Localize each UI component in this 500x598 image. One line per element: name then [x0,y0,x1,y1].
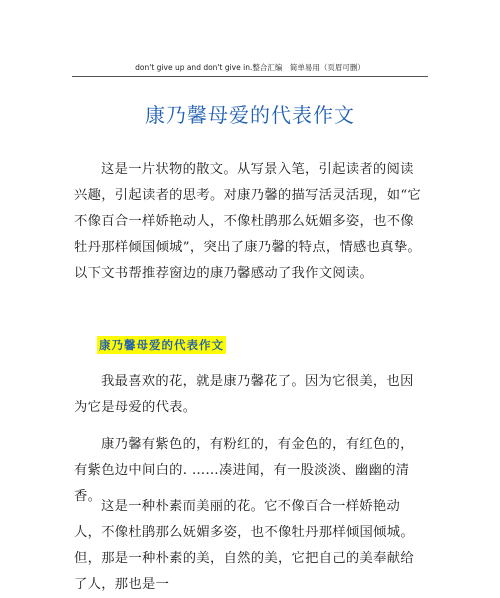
body-paragraph-1: 我最喜欢的花，就是康乃馨花了。因为它很美，也因为它是母爱的代表。 [74,374,414,415]
body-paragraph-2: 康乃馨有紫色的，有粉红的，有金色的，有红色的，有紫色边中间白的. ……凑进闻，有一股淡淡、幽幽的清香。 [74,437,414,504]
document-title: 康乃馨母爱的代表作文 [145,103,355,127]
header-divider [72,76,428,77]
body-paragraph-3: 这是一种朴素而美丽的花。它不像百合一样娇艳动人，不像杜鹃那么妩媚多姿，也不像牡丹那样倾国倾城。但，那是一种朴素的美，自然的美，它把自己的美奉献给了人，那也是一 [74,499,414,592]
page-header: don't give up and don't give in.整合汇编 简单易用（页眉可删） [135,63,365,72]
intro-paragraph: 这是一片状物的散文。从写景入笔，引起读者的阅读兴趣，引起读者的思考。对康乃馨的描写活灵活现，如“它不像百合一样娇艳动人，不像杜鹃那么妩媚多姿，也不像牡丹那样倾国倾城”，突出了康乃馨的特点，情感也真挚。以下文书帮推荐窗边的康乃馨感动了我作文阅读。 [74,162,422,281]
section-heading: 康乃馨母爱的代表作文 [99,338,224,352]
